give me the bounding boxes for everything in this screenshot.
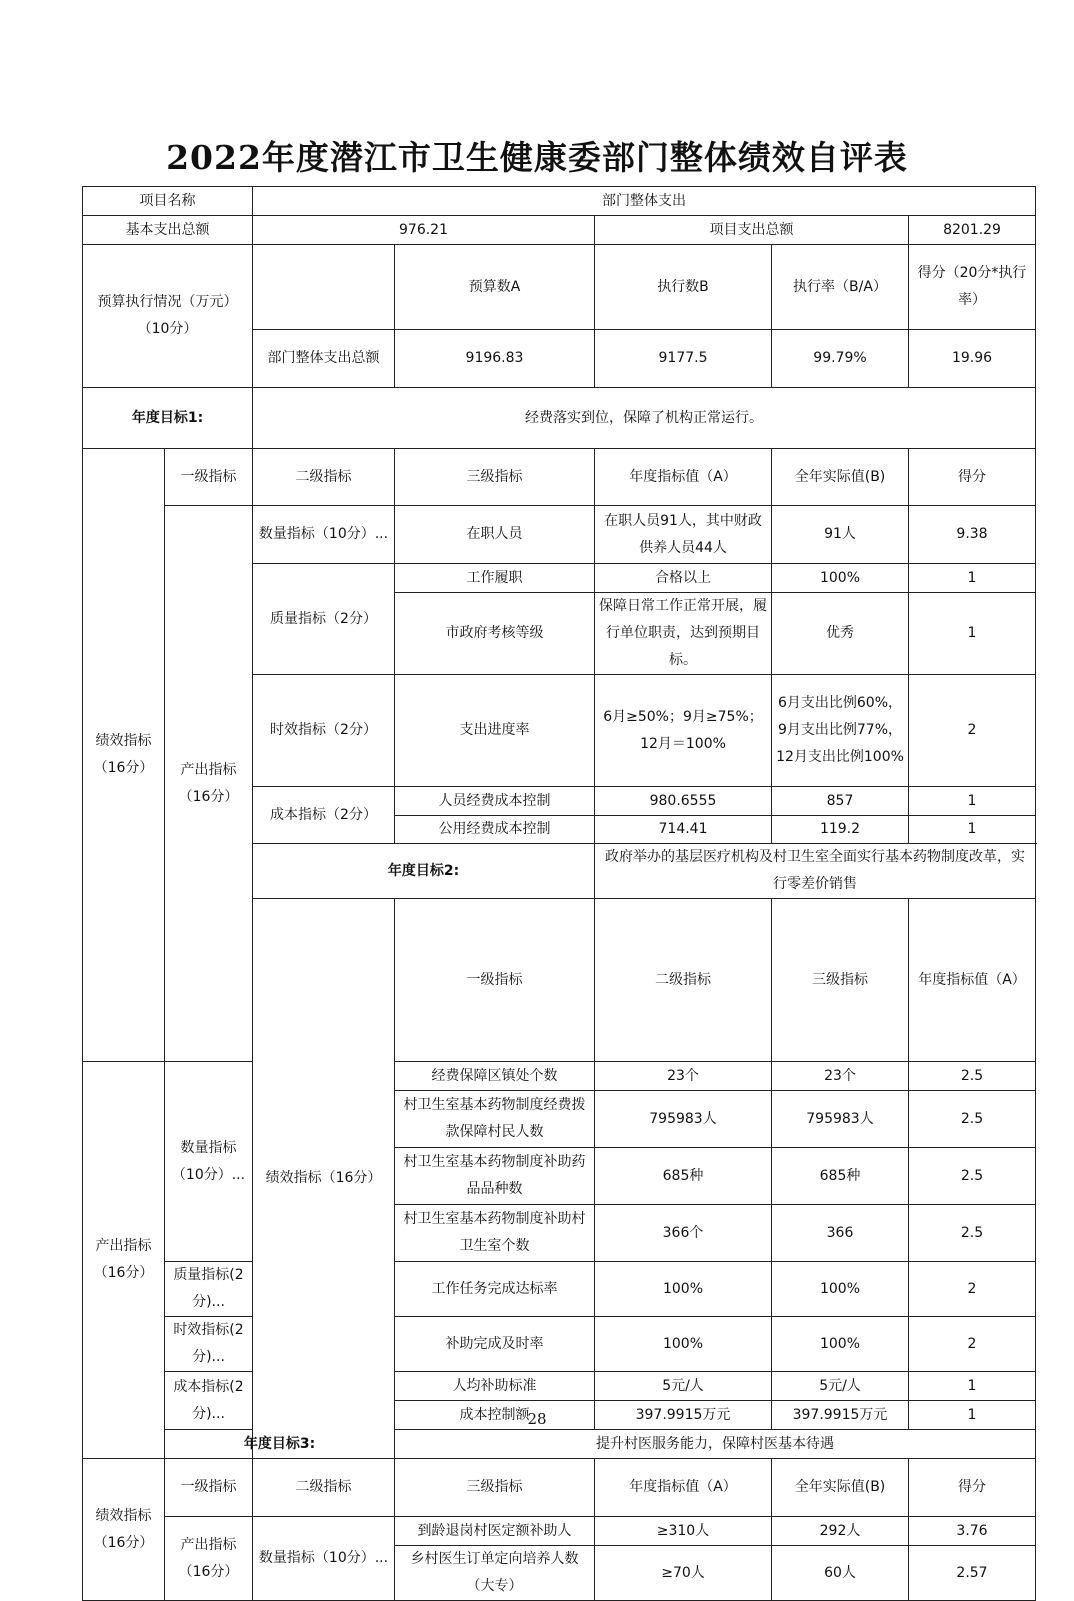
budget-col-rate: 执行率（B/A） — [772, 245, 909, 330]
indicator-name: 补助完成及时率 — [395, 1317, 595, 1372]
target-header: 年度指标值（A） — [909, 899, 1036, 1062]
indicator-actual: 100% — [772, 1317, 909, 1372]
indicator-score: 2 — [909, 1262, 1036, 1317]
indicator-actual: 优秀 — [772, 593, 909, 675]
indicator-actual: 6月支出比例60%，9月支出比例77%，12月支出比例100% — [772, 675, 909, 787]
indicator-name: 人均补助标准 — [395, 1372, 595, 1401]
actual-header: 全年实际值(B) — [772, 1459, 909, 1517]
goal1-text: 经费落实到位，保障了机构正常运行。 — [253, 388, 1036, 449]
indicator-target: 合格以上 — [595, 564, 772, 593]
quality-indicator: 质量指标（2分） — [253, 564, 395, 675]
quality-indicator: 质量指标(2分)... — [165, 1262, 253, 1317]
indicator-name: 经费保障区镇处个数 — [395, 1062, 595, 1091]
indicator-actual: 60人 — [772, 1546, 909, 1601]
page-number: 28 — [527, 1410, 547, 1428]
indicator-score: 1 — [909, 787, 1036, 816]
budget-col-a: 预算数A — [395, 245, 595, 330]
budget-row-label: 部门整体支出总额 — [253, 330, 395, 388]
indicator-target: 23个 — [595, 1062, 772, 1091]
indicator-name: 工作任务完成达标率 — [395, 1262, 595, 1317]
level1-header: 一级指标 — [395, 899, 595, 1062]
indicator-target: 397.9915万元 — [595, 1401, 772, 1430]
indicator-name: 人员经费成本控制 — [395, 787, 595, 816]
budget-col-score: 得分（20分*执行率） — [909, 245, 1036, 330]
goal3-output-label: 产出指标（16分） — [165, 1517, 253, 1601]
budget-b: 9177.5 — [595, 330, 772, 388]
level2-header: 二级指标 — [253, 1459, 395, 1517]
indicator-actual: 685种 — [772, 1148, 909, 1205]
target-header: 年度指标值（A） — [595, 449, 772, 506]
project-total-value: 8201.29 — [909, 216, 1036, 245]
indicator-target: ≥310人 — [595, 1517, 772, 1546]
indicator-score: 2.57 — [909, 1546, 1036, 1601]
indicator-actual: 100% — [772, 564, 909, 593]
score-header: 得分 — [909, 449, 1036, 506]
page-title: 2022年度潜江市卫生健康委部门整体绩效自评表 — [166, 138, 908, 177]
performance-table — [82, 186, 1036, 1601]
indicator-name: 到龄退岗村医定额补助人 — [395, 1517, 595, 1546]
quantity-indicator: 数量指标（10分）... — [253, 506, 395, 564]
indicator-target: 100% — [595, 1262, 772, 1317]
indicator-actual: 857 — [772, 787, 909, 816]
goal3-text: 提升村医服务能力，保障村医基本待遇 — [395, 1430, 1036, 1459]
level2-header: 二级指标 — [253, 449, 395, 506]
cost-indicator: 成本指标(2分)... — [165, 1372, 253, 1430]
basic-total-label: 基本支出总额 — [83, 216, 253, 245]
indicator-score: 1 — [909, 564, 1036, 593]
project-name-label: 项目名称 — [83, 187, 253, 216]
actual-header: 全年实际值(B) — [772, 449, 909, 506]
indicator-actual: 5元/人 — [772, 1372, 909, 1401]
cost-indicator: 成本指标（2分） — [253, 787, 395, 844]
indicator-actual: 795983人 — [772, 1091, 909, 1148]
level1-header: 一级指标 — [165, 1459, 253, 1517]
project-total-label: 项目支出总额 — [595, 216, 909, 245]
indicator-target: 366个 — [595, 1205, 772, 1262]
indicator-name: 村卫生室基本药物制度经费拨款保障村民人数 — [395, 1091, 595, 1148]
indicator-score: 1 — [909, 1401, 1036, 1430]
goal1-output-label: 产出指标（16分） — [165, 506, 253, 1062]
indicator-actual: 100% — [772, 1262, 909, 1317]
indicator-actual: 366 — [772, 1205, 909, 1262]
indicator-name: 支出进度率 — [395, 675, 595, 787]
goal2-label: 年度目标2: — [253, 844, 595, 899]
goal3-perf-label: 绩效指标（16分） — [83, 1459, 165, 1601]
target-header: 年度指标值（A） — [595, 1459, 772, 1517]
indicator-name: 公用经费成本控制 — [395, 816, 595, 844]
indicator-target: 980.6555 — [595, 787, 772, 816]
budget-label: 预算执行情况（万元）（10分） — [83, 245, 253, 388]
indicator-target: 795983人 — [595, 1091, 772, 1148]
indicator-actual: 119.2 — [772, 816, 909, 844]
level1-header: 一级指标 — [165, 449, 253, 506]
indicator-target: 6月≥50%；9月≥75%；12月＝100% — [595, 675, 772, 787]
indicator-score: 2 — [909, 1317, 1036, 1372]
indicator-score: 2.5 — [909, 1091, 1036, 1148]
indicator-target: 100% — [595, 1317, 772, 1372]
indicator-name: 工作履职 — [395, 564, 595, 593]
budget-blank — [253, 245, 395, 330]
budget-score: 19.96 — [909, 330, 1036, 388]
time-indicator: 时效指标（2分） — [253, 675, 395, 787]
goal3-label: 年度目标3: — [165, 1430, 395, 1459]
time-indicator: 时效指标(2分)... — [165, 1317, 253, 1372]
indicator-score: 1 — [909, 1372, 1036, 1401]
indicator-score: 2.5 — [909, 1148, 1036, 1205]
indicator-target: 保障日常工作正常开展，履行单位职责，达到预期目标。 — [595, 593, 772, 675]
indicator-score: 2 — [909, 675, 1036, 787]
indicator-score: 9.38 — [909, 506, 1036, 564]
goal1-label: 年度目标1: — [83, 388, 253, 449]
indicator-name: 村卫生室基本药物制度补助药品品种数 — [395, 1148, 595, 1205]
indicator-name: 成本控制额 — [395, 1401, 595, 1430]
indicator-actual: 91人 — [772, 506, 909, 564]
indicator-score: 3.76 — [909, 1517, 1036, 1546]
indicator-target: 在职人员91人，其中财政供养人员44人 — [595, 506, 772, 564]
indicator-actual: 23个 — [772, 1062, 909, 1091]
indicator-name: 在职人员 — [395, 506, 595, 564]
indicator-target: 685种 — [595, 1148, 772, 1205]
goal2-perf-label: 绩效指标（16分） — [253, 899, 395, 1459]
indicator-target: 714.41 — [595, 816, 772, 844]
level2-header: 二级指标 — [595, 899, 772, 1062]
goal2-text: 政府举办的基层医疗机构及村卫生室全面实行基本药物制度改革，实行零差价销售 — [595, 844, 1036, 899]
indicator-score: 2.5 — [909, 1062, 1036, 1091]
goal1-perf-label: 绩效指标（16分） — [83, 449, 165, 1062]
quantity-indicator: 数量指标（10分）... — [253, 1517, 395, 1601]
indicator-score: 1 — [909, 593, 1036, 675]
goal2-output-label: 产出指标（16分） — [83, 1062, 165, 1459]
budget-col-b: 执行数B — [595, 245, 772, 330]
score-header: 得分 — [909, 1459, 1036, 1517]
project-name-value: 部门整体支出 — [253, 187, 1036, 216]
indicator-score: 2.5 — [909, 1205, 1036, 1262]
indicator-name: 村卫生室基本药物制度补助村卫生室个数 — [395, 1205, 595, 1262]
budget-a: 9196.83 — [395, 330, 595, 388]
level3-header: 三级指标 — [772, 899, 909, 1062]
indicator-target: ≥70人 — [595, 1546, 772, 1601]
indicator-score: 1 — [909, 816, 1036, 844]
indicator-name: 市政府考核等级 — [395, 593, 595, 675]
indicator-name: 乡村医生订单定向培养人数（大专） — [395, 1546, 595, 1601]
indicator-actual: 292人 — [772, 1517, 909, 1546]
level3-header: 三级指标 — [395, 1459, 595, 1517]
budget-rate: 99.79% — [772, 330, 909, 388]
indicator-target: 5元/人 — [595, 1372, 772, 1401]
quantity-indicator: 数量指标（10分）... — [165, 1062, 253, 1262]
level3-header: 三级指标 — [395, 449, 595, 506]
indicator-actual: 397.9915万元 — [772, 1401, 909, 1430]
basic-total-value: 976.21 — [253, 216, 595, 245]
